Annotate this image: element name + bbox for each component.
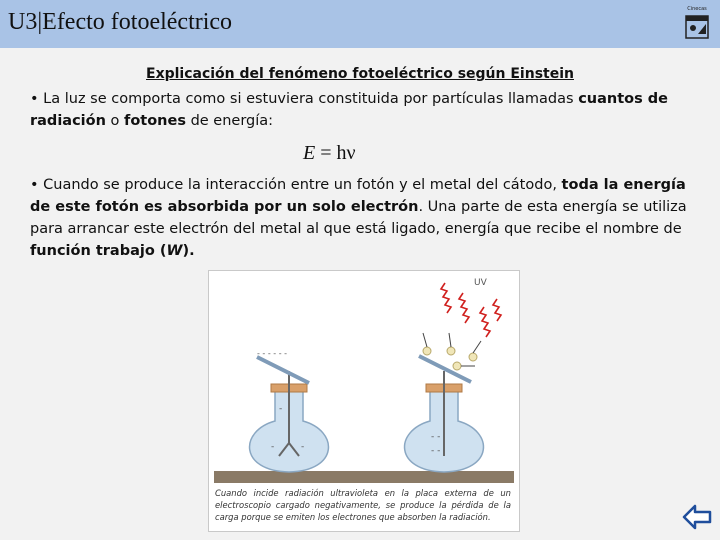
section-heading: Explicación del fenómeno fotoeléctrico según Einstein [146,66,574,82]
slide-title [8,9,232,36]
title-text: Efecto fotoeléctrico [42,9,233,35]
p1-text-c: o [105,113,125,129]
p1-text-a: • La luz se comporta como si estuviera constituida por partículas llamadas [30,91,579,107]
svg-text:- - - - - -: - - - - - - [257,349,288,358]
uv-rays [441,283,501,337]
svg-text:- -: - - [431,446,441,456]
svg-text:-: - [271,442,275,452]
title-bar [0,0,720,48]
formula-lhs: E [303,142,316,164]
p1-term-photons: fotones [124,113,186,129]
p2-emphasis: toda la energía de este fotón es absorbida por un solo electrón [30,177,686,215]
svg-text:- -: - - [431,432,441,442]
back-arrow-button[interactable] [682,502,712,532]
emitted-electrons [423,347,477,370]
electroscope-illustration [209,271,519,486]
figure-caption: Cuando incide radiación ultravioleta en la placa externa de un electroscopio cargado negativamente, se produce la pérdida de la carga porque se emiten los electrones que absorben la radiación. [215,488,511,522]
p2-symbol-w: W [166,243,183,259]
p2-text-c: . Una parte de esta energía se utiliza para arrancar este electrón del metal al que está ligado, energía que recibe el nombre de [30,199,687,237]
p2-text-a: • Cuando se produce la interacción entre un fotón y el metal del cátodo, [30,177,562,193]
electroscope-figure [208,270,520,532]
svg-text:-: - [279,404,283,414]
back-arrow-icon [684,506,710,528]
p1-term-quanta: cuantos de radiación [30,91,668,129]
logo-icon [682,4,712,42]
p1-text-e: de energía: [185,113,274,129]
p2-term-close: ). [182,243,195,259]
left-electroscope [250,349,329,472]
formula-rhs: = hν [315,142,356,164]
p2-term-work-function: función trabajo ( [30,243,167,259]
paragraph-photons [30,88,694,132]
right-electroscope [405,356,484,472]
svg-text:-: - [301,442,305,452]
energy-formula [303,142,356,165]
logo-text: Cinecas [687,6,707,12]
title-separator: | [37,9,43,35]
unit-label: U3 [8,9,38,35]
paragraph-interaction [30,174,694,262]
uv-label: UV [474,278,487,288]
